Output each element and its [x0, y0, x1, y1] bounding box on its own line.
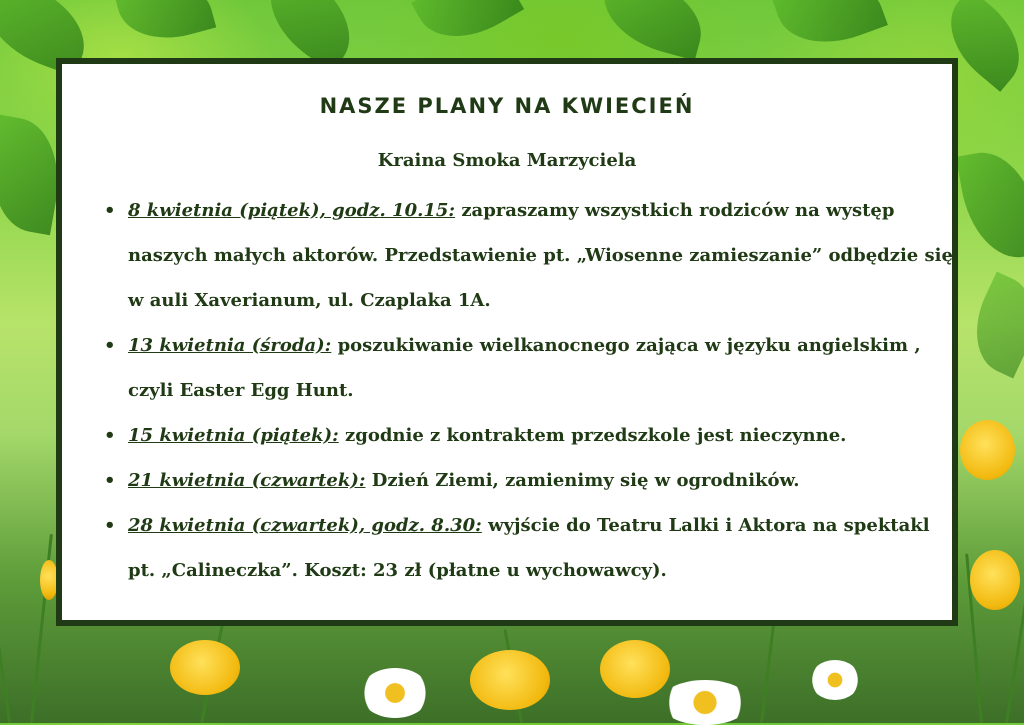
list-item — [104, 503, 954, 593]
list-item — [104, 458, 954, 503]
event-date: 28 kwietnia (czwartek), godz. 8.30: — [128, 515, 482, 536]
leaf-decoration — [959, 272, 1024, 379]
leaf-decoration — [772, 0, 888, 59]
grass-blade — [760, 619, 776, 724]
event-description: zapraszamy wszystkich rodziców na występ naszych małych aktorów. Przedstawienie pt. „Wiosenne zamieszanie” odbędzie się w auli Xaverianum, ul. Czaplaka 1A. — [128, 200, 953, 311]
leaf-decoration — [411, 0, 524, 57]
leaf-decoration — [956, 145, 1024, 265]
bullet-icon: • — [104, 470, 116, 491]
event-list — [104, 188, 954, 593]
leaf-decoration — [114, 0, 216, 51]
yellow-flower — [960, 420, 1015, 480]
event-description: poszukiwanie wielkanocnego zająca w języku angielskim , czyli Easter Egg Hunt. — [128, 335, 921, 401]
grass-blade — [0, 584, 11, 723]
group-name: Kraina Smoka Marzyciela — [377, 150, 637, 171]
announcement-card — [56, 58, 958, 626]
bullet-icon: • — [104, 335, 116, 356]
yellow-flower — [600, 640, 670, 698]
event-description: zgodnie z kontraktem przedszkole jest nieczynne. — [338, 425, 847, 446]
event-description: Dzień Ziemi, zamienimy się w ogrodników. — [365, 470, 800, 491]
event-date: 21 kwietnia (czwartek): — [128, 470, 366, 491]
daisy-flower — [810, 660, 860, 700]
yellow-flower — [470, 650, 550, 710]
yellow-flower — [970, 550, 1020, 610]
yellow-flower — [170, 640, 240, 695]
leaf-decoration — [593, 0, 712, 60]
event-date: 13 kwietnia (środa): — [128, 335, 332, 356]
bullet-icon: • — [104, 200, 116, 221]
list-item — [104, 413, 954, 458]
bullet-icon: • — [104, 425, 116, 446]
daisy-flower — [660, 680, 750, 725]
daisy-flower — [360, 668, 430, 718]
page-title: NASZE PLANY NA KWIECIEŃ — [319, 94, 695, 118]
list-item — [104, 188, 954, 323]
list-item — [104, 323, 954, 413]
event-date: 8 kwietnia (piątek), godz. 10.15: — [128, 200, 456, 221]
grass-blade — [1005, 594, 1024, 723]
bullet-icon: • — [104, 515, 116, 536]
event-description: wyjście do Teatru Lalki i Aktora na spektakl pt. „Calineczka”. Koszt: 23 zł (płatne u wychowawcy). — [128, 515, 930, 581]
event-date: 15 kwietnia (piątek): — [128, 425, 339, 446]
